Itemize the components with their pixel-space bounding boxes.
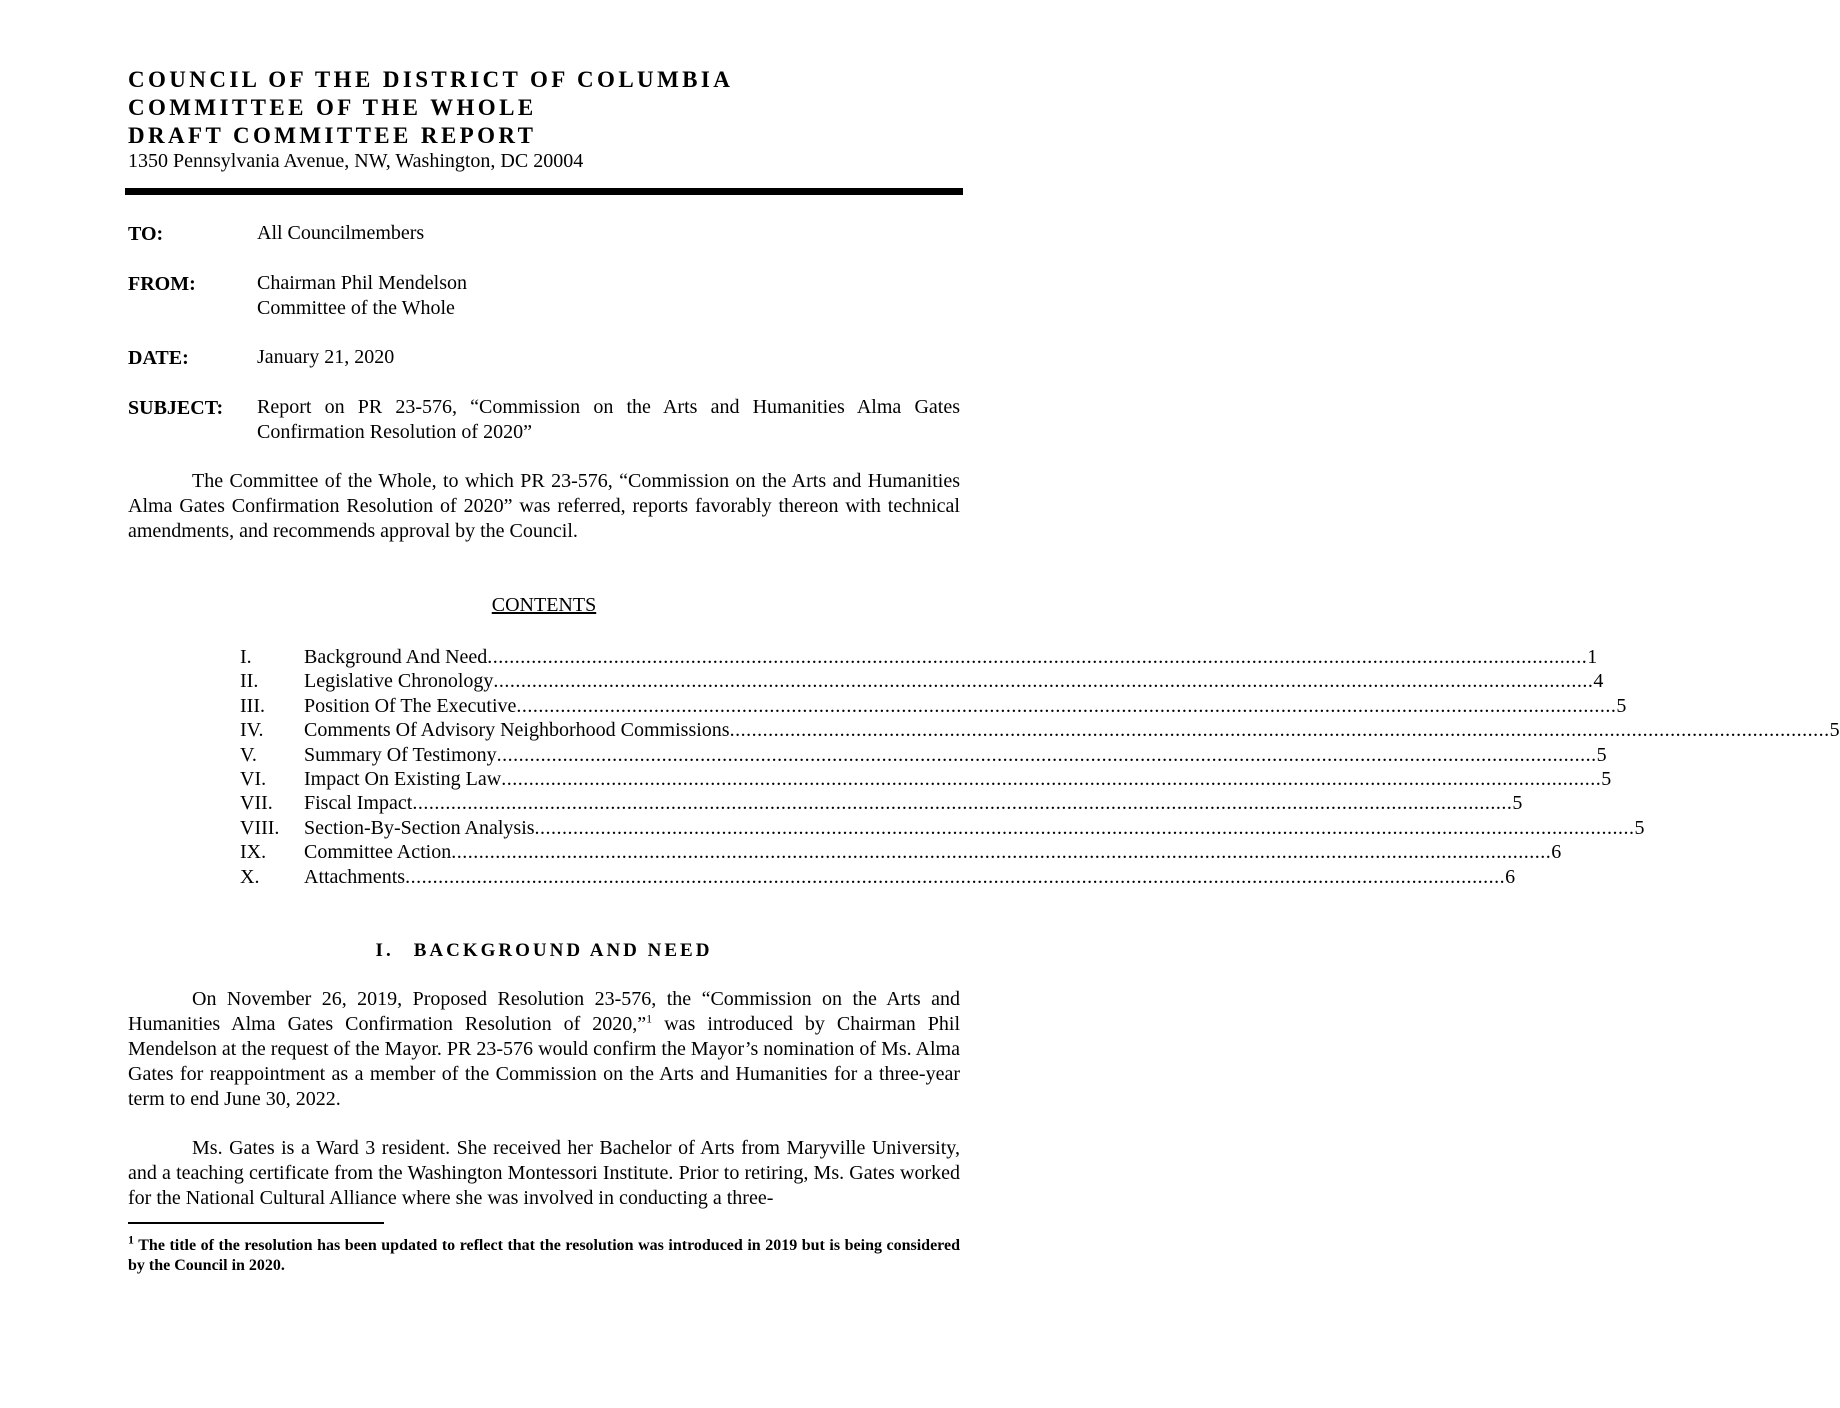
toc-entry[interactable] [240,718,1840,742]
toc-entry-number: VII. [240,792,273,815]
memo-from-value [257,271,467,321]
intro-paragraph: The Committee of the Whole, to which PR 23-576, “Commission on the Arts and Humanities Alma Gates Confirmation Resolution of 2020” was referred, reports favorably thereon with technical amendments, and recommends approval by the Council. [128,470,960,542]
section-number: I. [375,940,394,961]
toc-entry-title: Summary Of Testimony [304,743,497,766]
toc-entry-number: I. [240,646,252,668]
table-of-contents [240,645,1840,889]
toc-entry-number: X. [240,865,260,888]
toc-entry-number: VIII. [240,816,280,839]
toc-entry-page: 6 [1551,841,1562,864]
memo-to-value: All Councilmembers [257,222,425,244]
background-paragraph-2: Ms. Gates is a Ward 3 resident. She received her Bachelor of Arts from Maryville University, and a teaching certificate from the Washington Montessori Institute. Prior to retiring, Ms. Gates worked for the National Cultural Alliance where she was involved in conducting a three- [128,1137,960,1209]
letterhead-committee: COMMITTEE OF THE WHOLE [128,95,537,120]
toc-entry[interactable] [240,767,1612,791]
toc-entry-number: IV. [240,719,264,742]
background-paragraph-1-part1: On November 26, 2019, Proposed Resolution 23-576, the “Commission on the Arts and Humanities Alma Gates Confirmation Resolution of 2020,” [128,988,960,1035]
toc-entry-page: 1 [1587,646,1598,668]
toc-leader-dots: ........................................................................................................................................................................................................ [729,719,1830,742]
toc-entry-number: VI. [240,767,267,790]
memo-from-label: FROM: [128,273,196,295]
toc-entry-title: Committee Action [304,841,452,864]
toc-entry-page: 6 [1505,865,1516,888]
toc-entry-page: 5 [1829,719,1840,742]
toc-entry-title: Background And Need [304,646,488,668]
footnote-text: The title of the resolution has been updated to reflect that the resolution was introduced in 2019 but is being considered by the Council in 2020. [128,1237,960,1274]
memo-subject-label: SUBJECT: [128,397,224,419]
letterhead-council: COUNCIL OF THE DISTRICT OF COLUMBIA [128,67,734,92]
memo-subject-value: Report on PR 23-576, “Commission on the Arts and Humanities Alma Gates Confirmation Resolution of 2020” [257,396,960,443]
toc-entry-title: Attachments [304,865,406,888]
toc-entry-page: 5 [1512,792,1523,815]
footnote-reference[interactable]: 1 [646,1011,653,1026]
header-rule [125,188,963,195]
toc-entry[interactable] [240,743,1607,767]
toc-entry-number: IX. [240,841,267,864]
section-heading-background [0,940,1088,962]
toc-entry-page: 5 [1616,694,1627,717]
toc-entry-title: Impact On Existing Law [304,767,502,790]
toc-entry-number: II. [240,670,259,693]
memo-date-label: DATE: [128,347,189,369]
toc-entry-title: Comments Of Advisory Neighborhood Commissions [304,719,730,742]
toc-entry-page: 4 [1593,670,1604,693]
toc-entry-page: 5 [1596,743,1607,766]
letterhead-report-type: DRAFT COMMITTEE REPORT [128,123,537,148]
footnote-separator [128,1222,384,1224]
toc-entry-page: 5 [1634,816,1645,839]
memo-date-value: January 21, 2020 [257,346,395,368]
toc-entry[interactable] [240,840,1562,864]
contents-title: CONTENTS [491,594,597,616]
toc-entry[interactable] [240,694,1627,718]
toc-leader-dots: ........................................................................................................................................................................................................ [496,743,1597,766]
toc-entry[interactable] [240,816,1645,840]
toc-entry-title: Legislative Chronology [304,670,494,693]
footnote-number: 1 [128,1232,134,1247]
toc-entry[interactable] [240,865,1516,889]
memo-from-name: Chairman Phil Mendelson [257,272,467,294]
toc-leader-dots: ........................................................................................................................................................................................................ [487,646,1588,668]
toc-entry-page: 5 [1601,767,1612,790]
memo-from-committee: Committee of the Whole [257,297,455,319]
toc-leader-dots: ........................................................................................................................................................................................................ [493,670,1594,693]
toc-entry[interactable] [240,645,1598,669]
section-title: BACKGROUND AND NEED [413,940,713,961]
toc-leader-dots: ........................................................................................................................................................................................................ [412,792,1513,815]
toc-entry-title: Position Of The Executive [304,694,517,717]
toc-leader-dots: ........................................................................................................................................................................................................ [451,841,1552,864]
toc-leader-dots: ........................................................................................................................................................................................................ [516,694,1617,717]
background-paragraph-1-part2: was introduced by Chairman Phil Mendelson at the request of the Mayor. PR 23-576 would confirm the Mayor’s nomination of Ms. Alma Gates for reappointment as a member of the Commission on the Arts and Humanities for a three-year term to end June 30, 2022. [128,1013,961,1110]
toc-entry[interactable] [240,669,1604,693]
memo-to-label: TO: [128,223,164,245]
footnote [128,1232,960,1276]
background-paragraph-1 [128,987,960,1112]
toc-leader-dots: ........................................................................................................................................................................................................ [501,767,1602,790]
toc-entry-number: III. [240,694,265,717]
toc-entry-title: Fiscal Impact [304,792,413,815]
toc-leader-dots: ........................................................................................................................................................................................................ [405,865,1506,888]
toc-entry[interactable] [240,791,1523,815]
toc-entry-number: V. [240,743,257,766]
toc-entry-title: Section-By-Section Analysis [304,816,535,839]
letterhead-address: 1350 Pennsylvania Avenue, NW, Washington, DC 20004 [128,150,584,172]
toc-leader-dots: ........................................................................................................................................................................................................ [534,816,1635,839]
